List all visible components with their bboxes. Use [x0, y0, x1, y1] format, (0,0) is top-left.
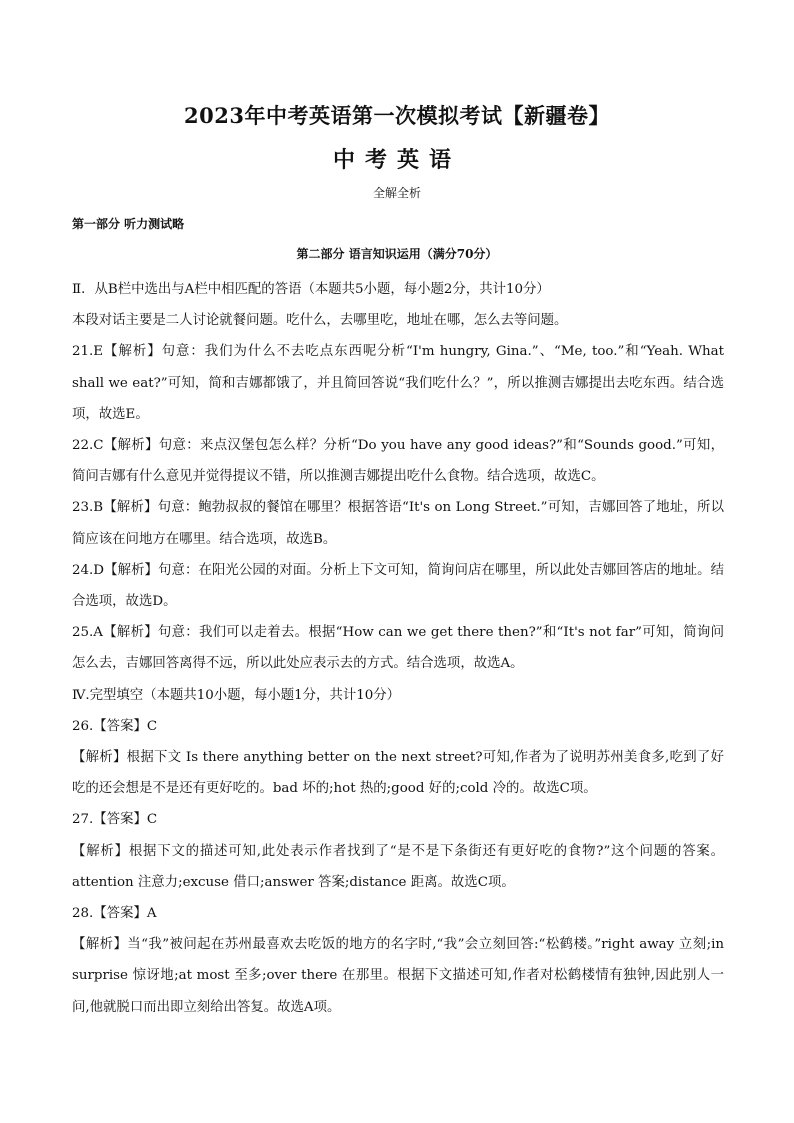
page-title: 2023年中考英语第一次模拟考试【新疆卷】: [184, 103, 610, 128]
section-heading-matching: Ⅱ．从B栏中选出与A栏中相匹配的答语（本题共5小题，每小题2分，共计10分）: [72, 282, 550, 297]
part-one-heading: 第一部分 听力测试略: [72, 217, 185, 231]
answer-24: 24.D【解析】句意：在阳光公园的对面。分析上下文可知，简询问店在哪里，所以此处吉娜回答店的地址。结合选项，故选D。: [72, 562, 724, 610]
answer-25: 25.A【解析】句意：我们可以走着去。根据“How can we get there then?”和“It's not far”可知，简询问怎么去，吉娜回答离得不远，所以此处应表示去的方式。结合选项，故选A。: [72, 625, 724, 672]
analysis-label: 全解全析: [372, 186, 421, 200]
answer-21: 21.E【解析】句意：我们为什么不去吃点东西呢分析“I'm hungry, Gina.”、“Me, too.”和“Yeah. What shall we eat?”可知，简和吉娜都饿了，并且简回答说“我们吃什么？”，所以推测吉娜提出去吃东西。结合选项，故选E。: [72, 344, 724, 422]
answer-23: 23.B【解析】句意：鲍勃叔叔的餐馆在哪里？根据答语“It's on Long Street.”可知，吉娜回答了地址，所以简应该在问地方在哪里。结合选项，故选B。: [72, 500, 724, 547]
section-heading-cloze: Ⅳ.完型填空（本题共10小题，每小题1分，共计10分）: [72, 687, 401, 703]
explanation-26: 【解析】根据下文 Is there anything better on the next street?可知,作者为了说明苏州美食多,吃到了好吃的还会想是不是还有更好吃的。bad 坏的;hot 热的;good 好的;cold 冷的。故选C项。: [72, 750, 724, 797]
part-two-heading: 第二部分 语言知识运用（满分70分）: [296, 247, 498, 261]
dialog-summary: 本段对话主要是二人讨论就餐问题。吃什么，去哪里吃，地址在哪，怎么去等问题。: [72, 313, 568, 329]
answer-22: 22.C【解析】句意：来点汉堡包怎么样？分析“Do you have any good ideas?”和“Sounds good.”可知，简问吉娜有什么意见并觉得提议不错，所以推测吉娜提出吃什么食物。结合选项，故选C。: [72, 438, 724, 485]
answer-27: 27.【答案】C: [72, 812, 158, 828]
explanation-28: 【解析】当“我”被问起在苏州最喜欢去吃饭的地方的名字时,“我”会立刻回答:“松鹤楼。”right away 立刻;in surprise 惊讶地;at most 至多;over there 在那里。根据下文描述可知,作者对松鹤楼情有独钟,因此别人一问,他就脱口而出即立刻给出答复。故选A项。: [72, 937, 724, 1015]
answer-26: 26.【答案】C: [72, 718, 158, 734]
body-text: [72, 274, 724, 1023]
explanation-27: 【解析】根据下文的描述可知,此处表示作者找到了“是不是下条街还有更好吃的食物?”这个问题的答案。attention 注意力;excuse 借口;answer 答案;distance 距离。故选C项。: [72, 843, 724, 890]
page-subtitle: 中考英语: [332, 147, 461, 173]
answer-28: 28.【答案】A: [72, 906, 157, 922]
